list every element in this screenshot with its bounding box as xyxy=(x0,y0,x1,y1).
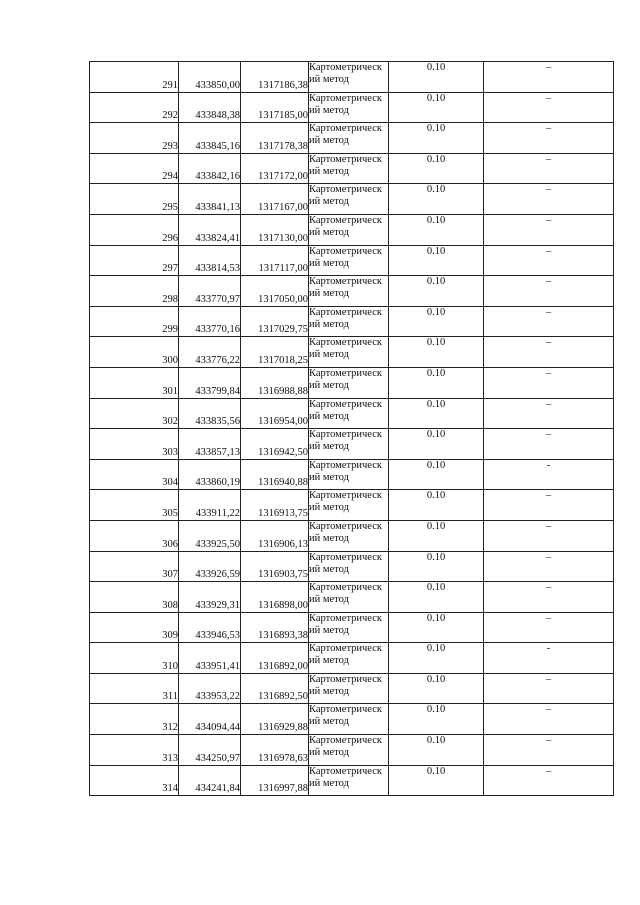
table-row xyxy=(90,276,614,307)
y-coordinate-cell: 1316978,63 xyxy=(241,735,309,766)
x-coordinate-cell: 433850,00 xyxy=(179,62,241,93)
point-number-cell: 314 xyxy=(90,765,179,796)
accuracy-cell: 0.10 xyxy=(389,735,484,766)
point-number-cell: 292 xyxy=(90,92,179,123)
method-cell xyxy=(309,520,389,551)
method-text-line2: ий метод xyxy=(309,594,349,606)
method-text-line2: ий метод xyxy=(309,747,349,759)
y-coordinate-cell: 1317172,00 xyxy=(241,153,309,184)
method-text-line2: ий метод xyxy=(309,349,349,361)
method-text-line1: Картометрическ xyxy=(309,92,382,104)
accuracy-cell: 0.10 xyxy=(389,276,484,307)
y-coordinate-cell: 1316954,00 xyxy=(241,398,309,429)
point-number-cell: 310 xyxy=(90,643,179,674)
method-text-line1: Картометрическ xyxy=(309,398,382,410)
point-number-cell: 311 xyxy=(90,673,179,704)
note-cell: – xyxy=(484,184,614,215)
x-coordinate-cell: 433842,16 xyxy=(179,153,241,184)
method-text-line2: ий метод xyxy=(309,74,349,85)
method-cell xyxy=(309,459,389,490)
accuracy-cell: 0.10 xyxy=(389,643,484,674)
note-cell: – xyxy=(484,490,614,521)
x-coordinate-cell: 433770,97 xyxy=(179,276,241,307)
x-coordinate-cell: 433841,13 xyxy=(179,184,241,215)
accuracy-cell: 0.10 xyxy=(389,123,484,154)
x-coordinate-cell: 433860,19 xyxy=(179,459,241,490)
x-coordinate-cell: 433946,53 xyxy=(179,612,241,643)
method-cell xyxy=(309,582,389,613)
accuracy-cell: 0.10 xyxy=(389,153,484,184)
table-row xyxy=(90,337,614,368)
method-text-line1: Картометрическ xyxy=(309,735,382,747)
method-text-line1: Картометрическ xyxy=(309,184,382,196)
point-number-cell: 291 xyxy=(90,62,179,93)
x-coordinate-cell: 433770,16 xyxy=(179,306,241,337)
method-text-line2: ий метод xyxy=(309,502,349,514)
accuracy-cell: 0.10 xyxy=(389,704,484,735)
x-coordinate-cell: 433925,50 xyxy=(179,520,241,551)
table-row xyxy=(90,765,614,796)
method-text-line2: ий метод xyxy=(309,318,349,330)
table-row xyxy=(90,735,614,766)
x-coordinate-cell: 433799,84 xyxy=(179,367,241,398)
table-row xyxy=(90,612,614,643)
method-text-line1: Картометрическ xyxy=(309,673,382,685)
accuracy-cell: 0.10 xyxy=(389,459,484,490)
method-cell xyxy=(309,153,389,184)
method-cell xyxy=(309,337,389,368)
accuracy-cell: 0.10 xyxy=(389,367,484,398)
note-cell: – xyxy=(484,92,614,123)
y-coordinate-cell: 1317117,00 xyxy=(241,245,309,276)
method-text-line2: ий метод xyxy=(309,196,349,208)
y-coordinate-cell: 1317050,00 xyxy=(241,276,309,307)
note-cell: – xyxy=(484,153,614,184)
table-row xyxy=(90,153,614,184)
y-coordinate-cell: 1317130,00 xyxy=(241,214,309,245)
x-coordinate-cell: 433824,41 xyxy=(179,214,241,245)
table-row xyxy=(90,245,614,276)
y-coordinate-cell: 1316929,88 xyxy=(241,704,309,735)
method-text-line2: ий метод xyxy=(309,226,349,238)
point-number-cell: 301 xyxy=(90,367,179,398)
accuracy-cell: 0.10 xyxy=(389,398,484,429)
table-row xyxy=(90,459,614,490)
method-text-line1: Картометрическ xyxy=(309,245,382,257)
accuracy-cell: 0.10 xyxy=(389,245,484,276)
accuracy-cell: 0.10 xyxy=(389,673,484,704)
y-coordinate-cell: 1317167,00 xyxy=(241,184,309,215)
x-coordinate-cell: 433929,31 xyxy=(179,582,241,613)
x-coordinate-cell: 433857,13 xyxy=(179,429,241,460)
method-text-line2: ий метод xyxy=(309,288,349,300)
y-coordinate-cell: 1317029,75 xyxy=(241,306,309,337)
point-number-cell: 305 xyxy=(90,490,179,521)
y-coordinate-cell: 1316898,00 xyxy=(241,582,309,613)
x-coordinate-cell: 433835,56 xyxy=(179,398,241,429)
table-row xyxy=(90,429,614,460)
y-coordinate-cell: 1317185,00 xyxy=(241,92,309,123)
note-cell: – xyxy=(484,520,614,551)
note-cell: – xyxy=(484,612,614,643)
x-coordinate-cell: 433776,22 xyxy=(179,337,241,368)
method-text-line2: ий метод xyxy=(309,379,349,391)
method-cell xyxy=(309,62,389,93)
table-row xyxy=(90,306,614,337)
method-text-line2: ий метод xyxy=(309,563,349,575)
method-text-line2: ий метод xyxy=(309,655,349,667)
method-text-line2: ий метод xyxy=(309,777,349,789)
method-text-line1: Картометрическ xyxy=(309,214,382,226)
y-coordinate-cell: 1316903,75 xyxy=(241,551,309,582)
method-cell xyxy=(309,673,389,704)
x-coordinate-cell: 433848,38 xyxy=(179,92,241,123)
y-coordinate-cell: 1316940,88 xyxy=(241,459,309,490)
note-cell: – xyxy=(484,429,614,460)
note-cell: – xyxy=(484,367,614,398)
method-text-line1: Картометрическ xyxy=(309,704,382,716)
method-text-line1: Картометрическ xyxy=(309,276,382,288)
method-text-line2: ий метод xyxy=(309,441,349,453)
note-cell: – xyxy=(484,337,614,368)
note-cell: – xyxy=(484,673,614,704)
x-coordinate-cell: 434250,97 xyxy=(179,735,241,766)
table-row xyxy=(90,673,614,704)
accuracy-cell: 0.10 xyxy=(389,429,484,460)
method-text-line1: Картометрическ xyxy=(309,490,382,502)
method-text-line1: Картометрическ xyxy=(309,582,382,594)
x-coordinate-cell: 433911,22 xyxy=(179,490,241,521)
y-coordinate-cell: 1316892,00 xyxy=(241,643,309,674)
note-cell: - xyxy=(484,643,614,674)
point-number-cell: 309 xyxy=(90,612,179,643)
method-text-line1: Картометрическ xyxy=(309,459,382,471)
method-text-line2: ий метод xyxy=(309,257,349,269)
method-text-line1: Картометрическ xyxy=(309,367,382,379)
y-coordinate-cell: 1316997,88 xyxy=(241,765,309,796)
y-coordinate-cell: 1316892,50 xyxy=(241,673,309,704)
table-row xyxy=(90,643,614,674)
method-cell xyxy=(309,276,389,307)
accuracy-cell: 0.10 xyxy=(389,582,484,613)
point-number-cell: 297 xyxy=(90,245,179,276)
table-row xyxy=(90,123,614,154)
method-cell xyxy=(309,643,389,674)
method-cell xyxy=(309,551,389,582)
y-coordinate-cell: 1317178,38 xyxy=(241,123,309,154)
point-number-cell: 307 xyxy=(90,551,179,582)
y-coordinate-cell: 1316942,50 xyxy=(241,429,309,460)
method-text-line1: Картометрическ xyxy=(309,123,382,135)
method-text-line1: Картометрическ xyxy=(309,62,382,73)
accuracy-cell: 0.10 xyxy=(389,765,484,796)
accuracy-cell: 0.10 xyxy=(389,337,484,368)
table-row xyxy=(90,184,614,215)
x-coordinate-cell: 433951,41 xyxy=(179,643,241,674)
method-text-line2: ий метод xyxy=(309,532,349,544)
note-cell: – xyxy=(484,214,614,245)
accuracy-cell: 0.10 xyxy=(389,92,484,123)
method-cell xyxy=(309,184,389,215)
note-cell: – xyxy=(484,704,614,735)
method-cell xyxy=(309,245,389,276)
x-coordinate-cell: 433926,59 xyxy=(179,551,241,582)
y-coordinate-cell: 1317018,25 xyxy=(241,337,309,368)
note-cell: – xyxy=(484,306,614,337)
accuracy-cell: 0.10 xyxy=(389,612,484,643)
accuracy-cell: 0.10 xyxy=(389,520,484,551)
point-number-cell: 313 xyxy=(90,735,179,766)
table-row xyxy=(90,490,614,521)
method-text-line1: Картометрическ xyxy=(309,551,382,563)
coordinates-table-body xyxy=(90,62,614,796)
y-coordinate-cell: 1316988,88 xyxy=(241,367,309,398)
point-number-cell: 296 xyxy=(90,214,179,245)
point-number-cell: 295 xyxy=(90,184,179,215)
y-coordinate-cell: 1317186,38 xyxy=(241,62,309,93)
accuracy-cell: 0.10 xyxy=(389,490,484,521)
method-text-line2: ий метод xyxy=(309,410,349,422)
method-text-line2: ий метод xyxy=(309,104,349,116)
method-text-line1: Картометрическ xyxy=(309,306,382,318)
table-row xyxy=(90,214,614,245)
point-number-cell: 293 xyxy=(90,123,179,154)
method-cell xyxy=(309,123,389,154)
table-row xyxy=(90,92,614,123)
point-number-cell: 300 xyxy=(90,337,179,368)
method-text-line1: Картометрическ xyxy=(309,337,382,349)
method-text-line1: Картометрическ xyxy=(309,429,382,441)
table-row xyxy=(90,520,614,551)
method-cell xyxy=(309,490,389,521)
x-coordinate-cell: 433845,16 xyxy=(179,123,241,154)
accuracy-cell: 0.10 xyxy=(389,214,484,245)
method-cell xyxy=(309,704,389,735)
method-text-line2: ий метод xyxy=(309,624,349,636)
note-cell: - xyxy=(484,459,614,490)
table-row xyxy=(90,367,614,398)
method-cell xyxy=(309,429,389,460)
table-row xyxy=(90,582,614,613)
accuracy-cell: 0.10 xyxy=(389,184,484,215)
x-coordinate-cell: 433953,22 xyxy=(179,673,241,704)
method-cell xyxy=(309,765,389,796)
method-text-line2: ий метод xyxy=(309,685,349,697)
note-cell: – xyxy=(484,735,614,766)
method-text-line1: Картометрическ xyxy=(309,612,382,624)
method-cell xyxy=(309,398,389,429)
table-row xyxy=(90,551,614,582)
y-coordinate-cell: 1316913,75 xyxy=(241,490,309,521)
method-text-line1: Картометрическ xyxy=(309,520,382,532)
method-cell xyxy=(309,735,389,766)
note-cell: – xyxy=(484,276,614,307)
point-number-cell: 312 xyxy=(90,704,179,735)
y-coordinate-cell: 1316906,13 xyxy=(241,520,309,551)
method-text-line1: Картометрическ xyxy=(309,765,382,777)
method-cell xyxy=(309,214,389,245)
method-text-line2: ий метод xyxy=(309,135,349,147)
point-number-cell: 294 xyxy=(90,153,179,184)
note-cell: – xyxy=(484,123,614,154)
point-number-cell: 303 xyxy=(90,429,179,460)
note-cell: – xyxy=(484,398,614,429)
method-cell xyxy=(309,306,389,337)
point-number-cell: 304 xyxy=(90,459,179,490)
method-cell xyxy=(309,612,389,643)
method-text-line2: ий метод xyxy=(309,165,349,177)
point-number-cell: 298 xyxy=(90,276,179,307)
method-text-line2: ий метод xyxy=(309,471,349,483)
point-number-cell: 299 xyxy=(90,306,179,337)
accuracy-cell: 0.10 xyxy=(389,551,484,582)
table-row xyxy=(90,398,614,429)
table-row xyxy=(90,704,614,735)
coordinates-table xyxy=(89,61,614,796)
table-row xyxy=(90,62,614,93)
point-number-cell: 308 xyxy=(90,582,179,613)
method-cell xyxy=(309,367,389,398)
method-text-line2: ий метод xyxy=(309,716,349,728)
point-number-cell: 302 xyxy=(90,398,179,429)
point-number-cell: 306 xyxy=(90,520,179,551)
note-cell: – xyxy=(484,245,614,276)
y-coordinate-cell: 1316893,38 xyxy=(241,612,309,643)
method-cell xyxy=(309,92,389,123)
accuracy-cell: 0.10 xyxy=(389,306,484,337)
note-cell: – xyxy=(484,62,614,93)
method-text-line1: Картометрическ xyxy=(309,153,382,165)
note-cell: – xyxy=(484,551,614,582)
x-coordinate-cell: 433814,53 xyxy=(179,245,241,276)
x-coordinate-cell: 434094,44 xyxy=(179,704,241,735)
x-coordinate-cell: 434241,84 xyxy=(179,765,241,796)
accuracy-cell: 0.10 xyxy=(389,62,484,93)
note-cell: – xyxy=(484,582,614,613)
method-text-line1: Картометрическ xyxy=(309,643,382,655)
note-cell: – xyxy=(484,765,614,796)
